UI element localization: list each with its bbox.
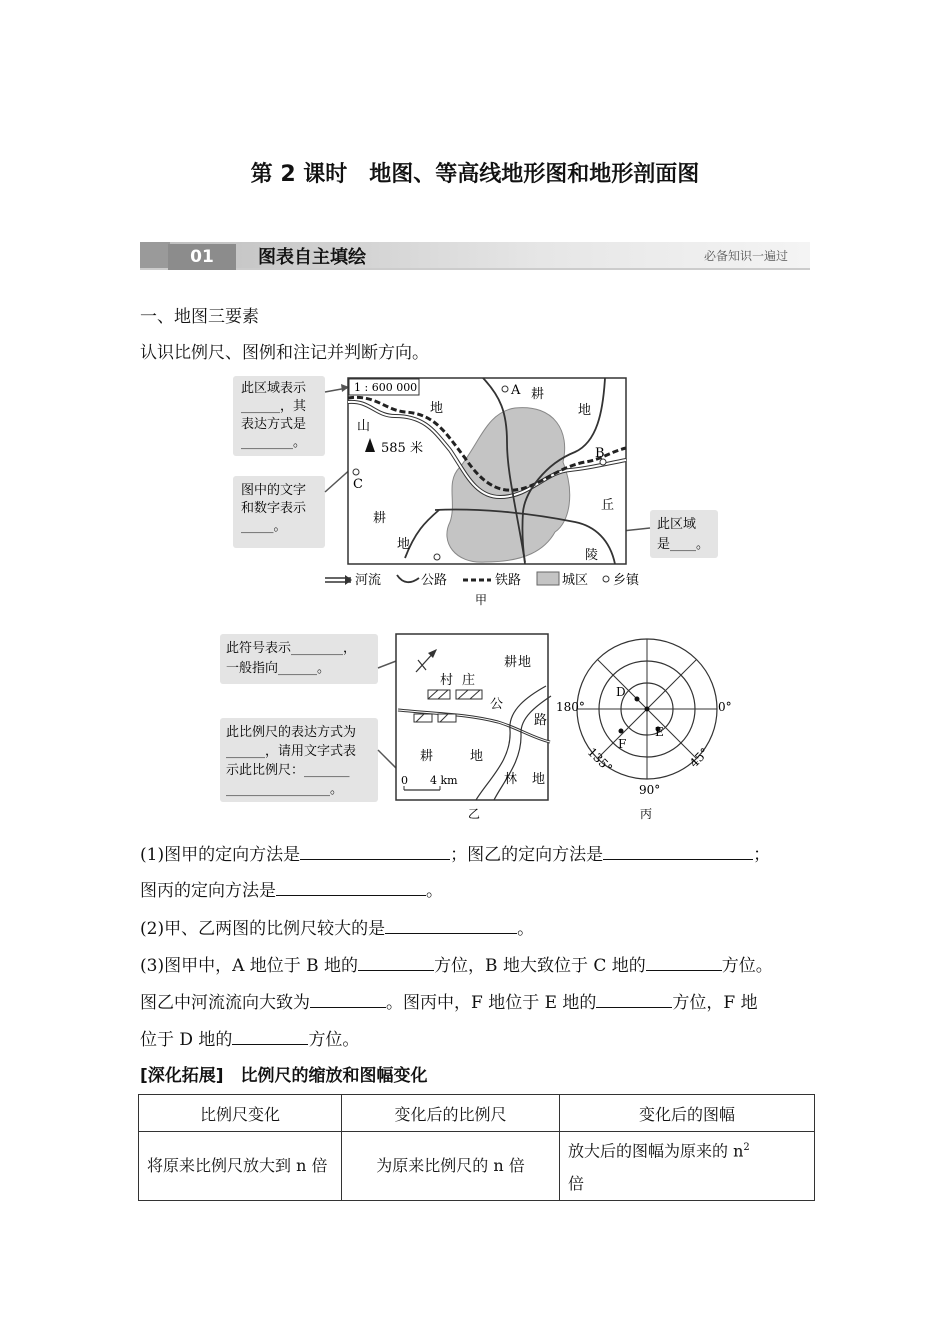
question-3-line3: 位于 D 地的 方位。 bbox=[140, 1030, 360, 1050]
point-f: F bbox=[618, 737, 627, 751]
legend-city: 城区 bbox=[562, 573, 589, 588]
figure-bing bbox=[550, 635, 735, 825]
page-title: 第 2 课时 地图、等高线地形图和地形剖面图 bbox=[250, 162, 700, 187]
label-di1: 地 bbox=[430, 401, 444, 416]
deg-135: 135° bbox=[584, 744, 616, 776]
table-header: 变化后的比例尺 bbox=[342, 1095, 560, 1132]
banner-number: 01 bbox=[168, 244, 236, 270]
callout-area-line4: ________。 bbox=[241, 435, 307, 450]
label-shan: 山 bbox=[357, 419, 371, 434]
banner-title: 图表自主填绘 bbox=[258, 247, 366, 268]
answer-blank[interactable] bbox=[310, 991, 386, 1008]
callout-text-line1: 图中的文字 bbox=[241, 483, 307, 498]
label-yi-di: 地 bbox=[518, 655, 532, 670]
table-cell: 将原来比例尺放大到 n 倍 bbox=[139, 1132, 342, 1201]
figure-yi bbox=[218, 630, 558, 825]
callout-symbol-line2: 一般指向______。 bbox=[226, 661, 331, 676]
label-lu: 路 bbox=[534, 713, 548, 728]
table-row bbox=[139, 1132, 815, 1201]
callout-right-line1: 此区域 bbox=[657, 517, 697, 532]
extension-heading: [深化拓展] 比例尺的缩放和图幅变化 bbox=[140, 1066, 428, 1086]
label-gong: 公 bbox=[490, 697, 504, 712]
table-header: 变化后的图幅 bbox=[560, 1095, 815, 1132]
label-geng1: 耕 bbox=[531, 387, 545, 402]
legend bbox=[325, 572, 640, 588]
label-yi-di2: 地 bbox=[470, 749, 484, 764]
intro-text: 认识比例尺、图例和注记并判断方向。 bbox=[140, 343, 429, 363]
label-qiu: 丘 bbox=[601, 498, 615, 513]
table-header: 比例尺变化 bbox=[139, 1095, 342, 1132]
point-e: E bbox=[655, 725, 664, 739]
callout-text-line3: _____。 bbox=[241, 519, 287, 534]
label-a: A bbox=[511, 383, 521, 398]
label-ling: 陵 bbox=[585, 548, 599, 563]
deg-180: 180° bbox=[556, 700, 585, 714]
question-3-line2: 图乙中河流流向大致为 。图丙中，F 地位于 E 地的 方位，F 地 bbox=[140, 993, 758, 1013]
answer-blank[interactable] bbox=[385, 917, 517, 934]
callout-symbol-line1: 此符号表示________， bbox=[226, 641, 357, 656]
point-d: D bbox=[616, 685, 626, 699]
callout-text-line2: 和数字表示 bbox=[241, 501, 307, 516]
caption-yi: 乙 bbox=[468, 807, 481, 821]
deg-0: 0° bbox=[718, 700, 732, 714]
callout-scale-line1: 此比例尺的表达方式为 bbox=[226, 725, 357, 740]
question-1-line1: (1)图甲的定向方法是 ；图乙的定向方法是 ； bbox=[140, 845, 771, 865]
answer-blank[interactable] bbox=[596, 991, 672, 1008]
callout-scale-line2: ______，请用文字式表 bbox=[226, 744, 357, 759]
question-2: (2)甲、乙两图的比例尺较大的是 。 bbox=[140, 919, 535, 939]
callout-scale-line3: 示此比例尺：_______ bbox=[226, 763, 350, 778]
label-cun: 村 bbox=[440, 673, 454, 688]
table-header-row bbox=[139, 1095, 815, 1132]
scale-text: 1 : 600 000 bbox=[354, 381, 418, 394]
label-yi-geng2: 耕 bbox=[420, 749, 434, 764]
callout-area-line3: 表达方式是 bbox=[241, 417, 307, 432]
answer-blank[interactable] bbox=[358, 954, 434, 971]
answer-blank[interactable] bbox=[300, 843, 450, 860]
label-zhuang: 庄 bbox=[462, 673, 476, 688]
label-lin: 林 bbox=[504, 772, 518, 787]
label-yi-di3: 地 bbox=[532, 772, 546, 787]
question-1-line2: 图丙的定向方法是 。 bbox=[140, 881, 443, 901]
label-di2: 地 bbox=[578, 403, 592, 418]
caption-jia: 甲 bbox=[475, 593, 488, 607]
figure-jia bbox=[225, 372, 725, 612]
answer-blank[interactable] bbox=[232, 1028, 308, 1045]
answer-blank[interactable] bbox=[646, 954, 722, 971]
callout-area-line2: ______，其 bbox=[241, 399, 307, 414]
scale-km: 4 km bbox=[430, 774, 458, 787]
caption-bing: 丙 bbox=[640, 807, 653, 821]
question-3-line1: (3)图甲中，A 地位于 B 地的 方位，B 地大致位于 C 地的 方位。 bbox=[140, 956, 773, 976]
callout-area-line1: 此区域表示 bbox=[241, 381, 307, 396]
answer-blank[interactable] bbox=[276, 879, 426, 896]
label-geng2: 耕 bbox=[373, 511, 387, 526]
label-c: C bbox=[353, 477, 363, 492]
legend-rail: 铁路 bbox=[495, 573, 522, 588]
section-heading: 一、地图三要素 bbox=[140, 307, 259, 327]
section-banner bbox=[140, 238, 810, 270]
table-cell: 为原来比例尺的 n 倍 bbox=[342, 1132, 560, 1201]
legend-town: 乡镇 bbox=[613, 573, 640, 588]
banner-tag: 必备知识一遍过 bbox=[703, 249, 788, 263]
deg-45: 45° bbox=[686, 745, 712, 771]
legend-river: 河流 bbox=[355, 573, 382, 588]
label-yi-geng: 耕 bbox=[504, 655, 518, 670]
label-b: B bbox=[595, 446, 605, 461]
callout-scale-line4: ________________。 bbox=[226, 782, 344, 797]
label-di3: 地 bbox=[397, 537, 411, 552]
legend-road: 公路 bbox=[421, 573, 448, 588]
table-cell: 放大后的图幅为原来的 $n^2$ 倍 bbox=[560, 1132, 815, 1201]
scale-table bbox=[138, 1094, 815, 1201]
deg-90: 90° bbox=[639, 783, 661, 797]
scale-zero: 0 bbox=[401, 774, 408, 787]
callout-right-line2: 是____。 bbox=[657, 537, 710, 552]
answer-blank[interactable] bbox=[603, 843, 753, 860]
label-elev: 585 米 bbox=[381, 441, 423, 456]
